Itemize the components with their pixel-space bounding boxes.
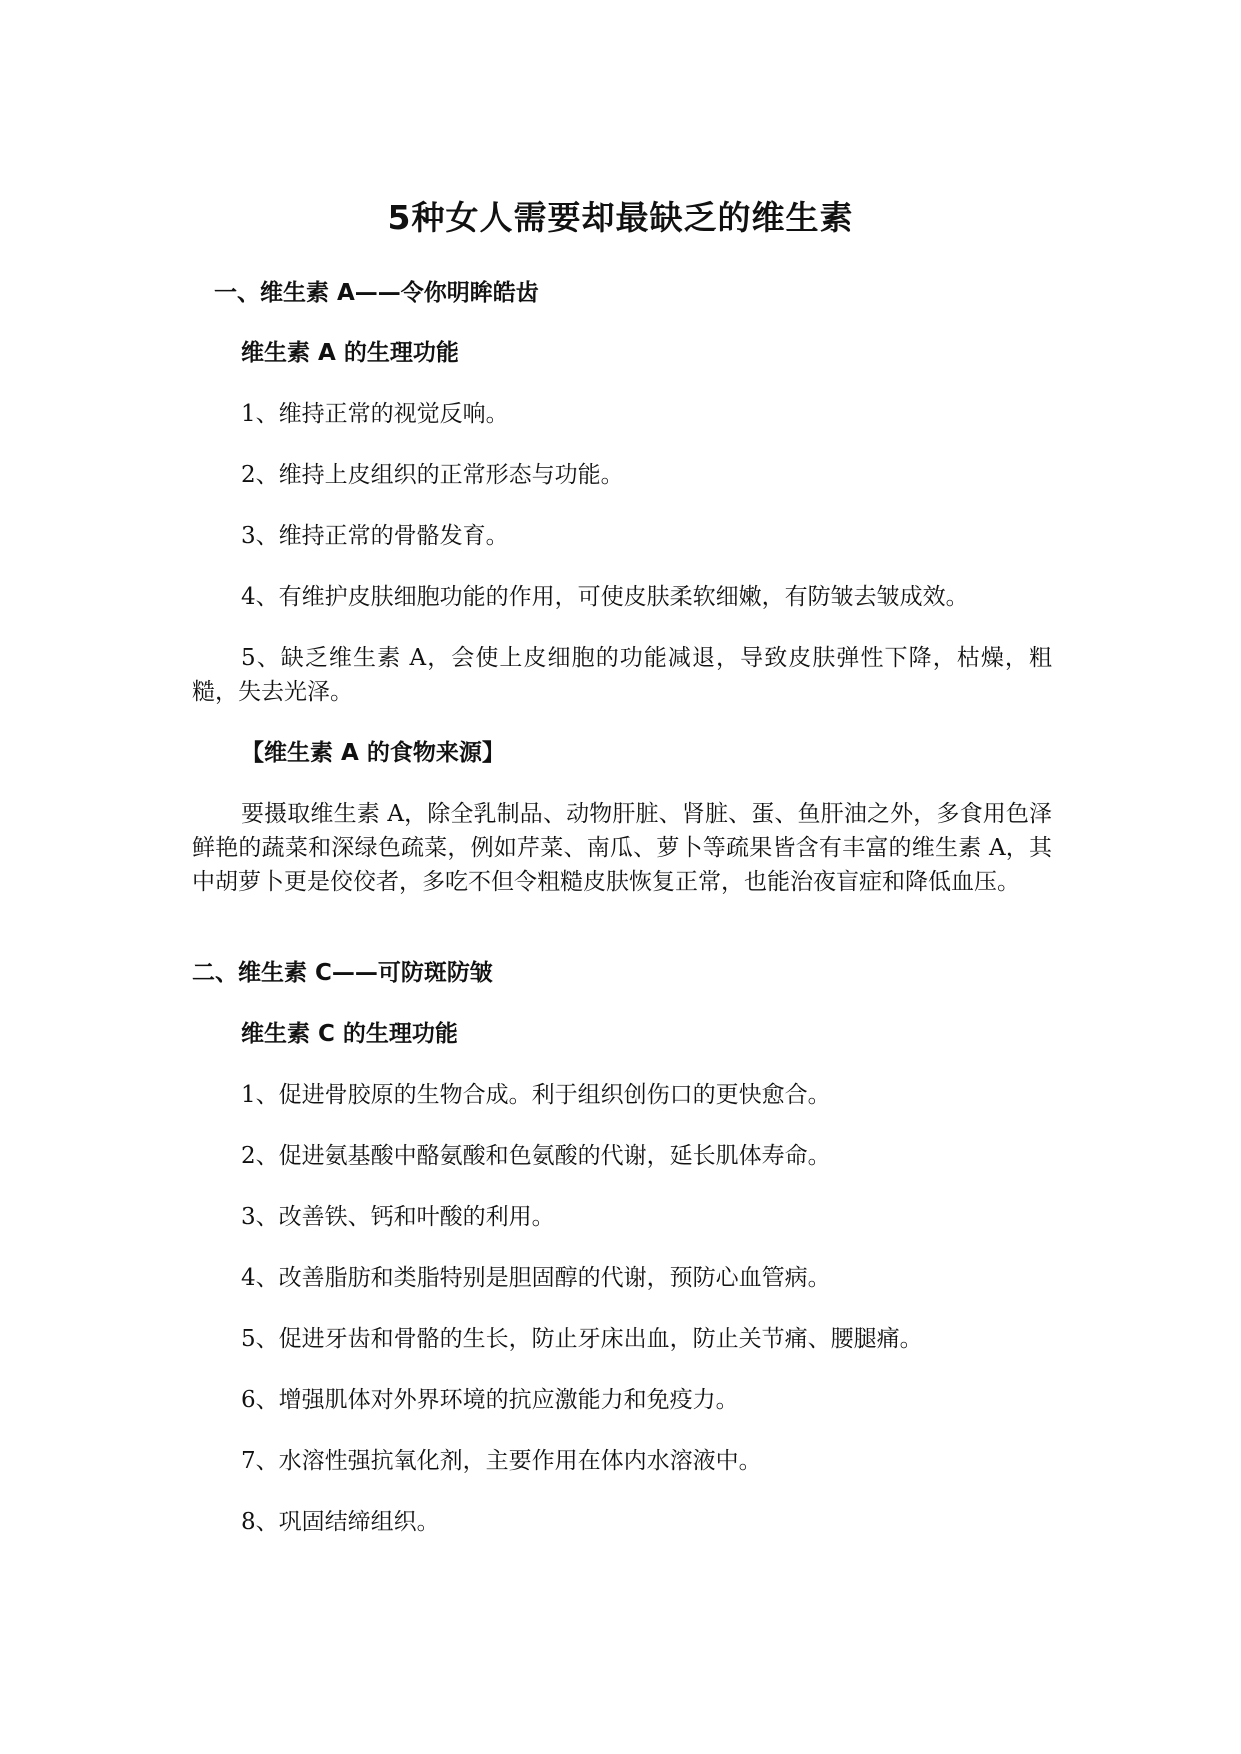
section-a-food-paragraph: 要摄取维生素 A，除全乳制品、动物肝脏、肾脏、蛋、鱼肝油之外，多食用色泽鲜艳的蔬菜和深绿色疏菜，例如芹菜、南瓜、萝卜等疏果皆含有丰富的维生素 A，其中胡萝卜更是佼佼者，多吃不但令粗糙皮肤恢复正常，也能治夜盲症和降低血压。	[192, 801, 1052, 895]
section-c-function-item: 1、促进骨胶原的生物合成。利于组织创伤口的更快愈合。	[241, 1082, 831, 1108]
document-title: 5种女人需要却最缺乏的维生素	[387, 198, 854, 237]
section-a-function-item: 3、维持正常的骨骼发育。	[241, 523, 509, 549]
section-a-heading: 一、维生素 A——令你明眸皓齿	[214, 280, 539, 306]
section-c-function-item: 6、增强肌体对外界环境的抗应激能力和免疫力。	[241, 1387, 739, 1413]
section-a-function-item: 4、有维护皮肤细胞功能的作用，可使皮肤柔软细嫩，有防皱去皱成效。	[241, 584, 969, 610]
section-a-food-heading: 【维生素 A 的食物来源】	[241, 740, 505, 766]
section-c-function-item: 8、巩固结缔组织。	[241, 1509, 440, 1535]
section-c-function-item: 3、改善铁、钙和叶酸的利用。	[241, 1204, 555, 1230]
section-c-function-item: 4、改善脂肪和类脂特别是胆固醇的代谢，预防心血管病。	[241, 1265, 831, 1291]
section-a-function-item: 1、维持正常的视觉反响。	[241, 401, 509, 427]
section-c-heading: 二、维生素 C——可防斑防皱	[192, 960, 493, 986]
section-a-function-heading: 维生素 A 的生理功能	[241, 340, 459, 366]
section-c-function-item: 5、促进牙齿和骨骼的生长，防止牙床出血，防止关节痛、腰腿痛。	[241, 1326, 923, 1352]
section-a-function-item: 2、维持上皮组织的正常形态与功能。	[241, 462, 624, 488]
section-c-function-heading: 维生素 C 的生理功能	[241, 1021, 458, 1047]
section-a-function-item-wrapped: 5、缺乏维生素 A，会使上皮细胞的功能减退，导致皮肤弹性下降，枯燥，粗糙，失去光泽。	[192, 645, 1052, 705]
section-c-function-item: 2、促进氨基酸中酪氨酸和色氨酸的代谢，延长肌体寿命。	[241, 1143, 831, 1169]
section-c-function-item: 7、水溶性强抗氧化剂，主要作用在体内水溶液中。	[241, 1448, 762, 1474]
